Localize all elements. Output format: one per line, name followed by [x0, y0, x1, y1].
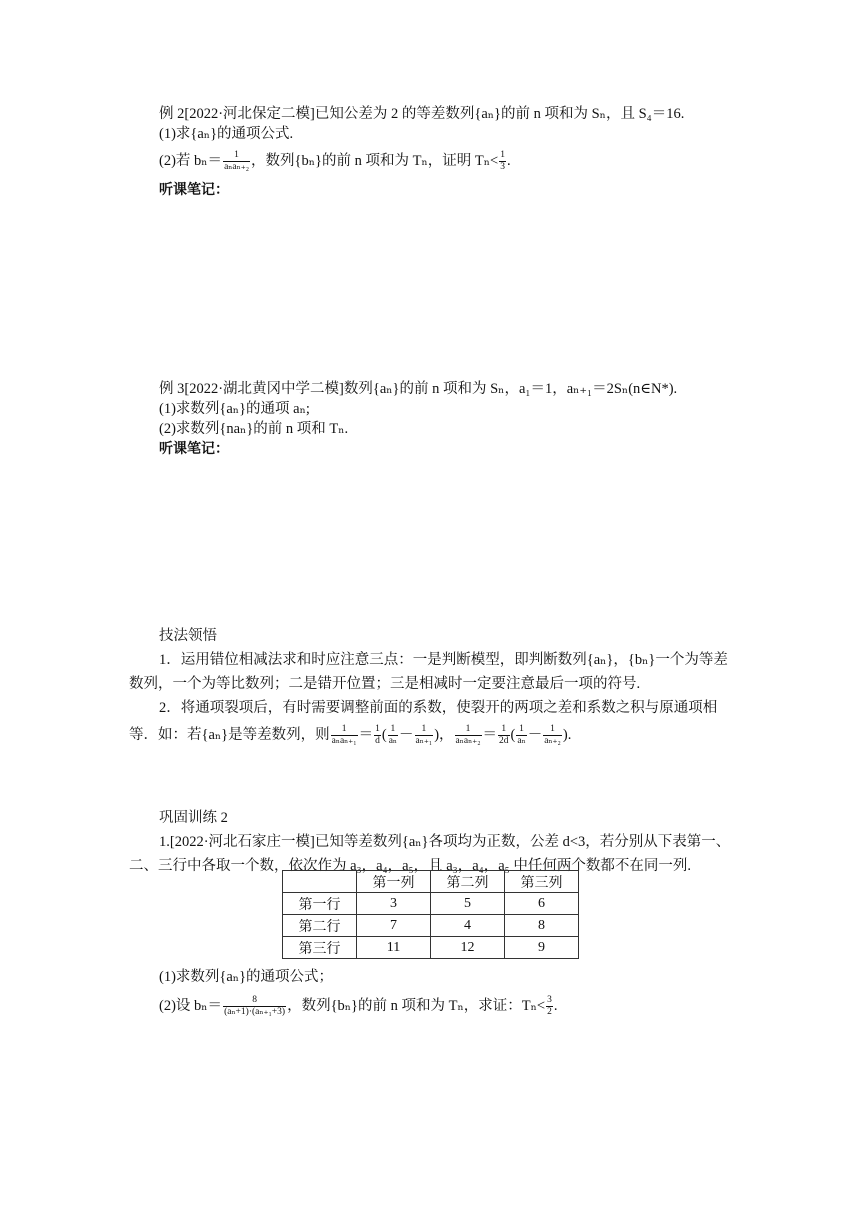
fraction: $\frac{8}{\text{(aₙ+1)·(aₙ₊₁+3)}}$	[224, 994, 286, 1018]
example-2	[159, 104, 739, 200]
technique-formula-line: 等．如：若{aₙ}是等差数列，则 $\frac{1}{\text{aₙaₙ₊₁}}$ ＝ $\frac{1}{d}$ ( $\frac{1}{\text{aₙ}}$ － $\frac{1}{\text{aₙ₊₁}}$ )， $\frac{1}{\text{aₙaₙ₊₂}}$ ＝ $\frac{1}{2d}$ ( $\frac{1}{\text{aₙ}}$ － $\frac{1}{\text{aₙ₊₂}}$ ).	[129, 723, 572, 747]
fraction: $\frac{1}{\text{aₙaₙ₊₂}}$	[455, 723, 481, 747]
practice-section	[129, 806, 739, 878]
lecture-notes-label: 听课笔记：	[159, 182, 229, 198]
selection-table	[282, 870, 579, 959]
table-cell: 3	[357, 893, 431, 915]
fraction: $\frac{1}{\text{aₙ₊₁}}$	[415, 723, 433, 747]
table-header-row	[283, 871, 579, 893]
practice-title: 巩固训练 2	[159, 810, 228, 826]
technique-point-2: 2．将通项裂项后，有时需要调整前面的系数，使裂开的两项之差和系数之积与原通项相	[159, 700, 718, 716]
practice-question-1: (1)求数列{aₙ}的通项公式；	[159, 969, 334, 985]
example-2-question-1: (1)求{aₙ}的通项公式.	[159, 126, 294, 142]
table-row	[283, 915, 579, 937]
technique-title: 技法领悟	[159, 628, 217, 644]
table-cell	[283, 871, 357, 893]
table-row-label: 第三行	[283, 937, 357, 959]
table-row-label: 第二行	[283, 915, 357, 937]
fraction: $\frac{1}{3}$	[500, 149, 505, 173]
fraction: $\frac{1}{\text{aₙaₙ₊₂}}$	[224, 149, 250, 173]
fraction: $\frac{1}{d}$	[375, 723, 380, 747]
table-row	[283, 893, 579, 915]
fraction: $\frac{3}{2}$	[547, 994, 552, 1018]
table-cell: 5	[431, 893, 505, 915]
table-cell: 7	[357, 915, 431, 937]
table-header-cell: 第三列	[505, 871, 579, 893]
table-cell: 6	[505, 893, 579, 915]
table-cell: 4	[431, 915, 505, 937]
practice-problem-1: 1.[2022·河北石家庄一模]已知等差数列{aₙ}各项均为正数，公差 d<3，若分别从下表第一、二、三行中各取一个数，依次作为 a₃，a₄，a₅，且 a₃，a₄，a₅ 中任何两个数都不在同一列.	[129, 834, 731, 874]
table-row	[283, 937, 579, 959]
example-3-question-1: (1)求数列{aₙ}的通项 aₙ;	[159, 401, 310, 417]
fraction: $\frac{1}{\text{aₙ₊₂}}$	[544, 723, 561, 747]
example-2-question-2: (2)若 bₙ＝ $\frac{1}{\text{aₙaₙ₊₂}}$ ，数列{bₙ}的前 n 项和为 Tₙ，证明 Tₙ< $\frac{1}{3}$ .	[159, 149, 511, 173]
fraction: $\frac{1}{\text{aₙaₙ₊₁}}$	[331, 723, 357, 747]
lecture-notes-label: 听课笔记：	[159, 441, 229, 457]
example-2-statement: 例 2[2022·河北保定二模]已知公差为 2 的等差数列{aₙ}的前 n 项和为 Sₙ，且 S₄＝16.	[159, 106, 685, 122]
technique-point-1: 1．运用错位相减法求和时应注意三点：一是判断模型，即判断数列{aₙ}，{bₙ}一个为等差数列，一个为等比数列；二是错开位置；三是相减时一定要注意最后一项的符号.	[129, 652, 728, 692]
practice-questions	[159, 967, 739, 1019]
table-row-label: 第一行	[283, 893, 357, 915]
example-3	[159, 379, 739, 459]
fraction: $\frac{1}{\text{aₙ}}$	[388, 723, 398, 747]
table-header-cell: 第二列	[431, 871, 505, 893]
table-cell: 9	[505, 937, 579, 959]
fraction: $\frac{1}{\text{aₙ}}$	[517, 723, 526, 747]
table-cell: 8	[505, 915, 579, 937]
fraction: $\frac{1}{2d}$	[499, 723, 509, 747]
practice-question-2: (2)设 bₙ＝ $\frac{8}{\text{(aₙ+1)·(aₙ₊₁+3)}}$ ，数列{bₙ}的前 n 项和为 Tₙ，求证：Tₙ< $\frac{3}{2}$ .	[159, 994, 558, 1018]
table-cell: 11	[357, 937, 431, 959]
table-cell: 12	[431, 937, 505, 959]
technique-section	[129, 624, 739, 750]
example-3-question-2: (2)求数列{naₙ}的前 n 项和 Tₙ.	[159, 421, 349, 437]
table-header-cell: 第一列	[357, 871, 431, 893]
example-3-statement: 例 3[2022·湖北黄冈中学二模]数列{aₙ}的前 n 项和为 Sₙ，a₁＝1，aₙ₊₁＝2Sₙ(n∈N*).	[159, 381, 678, 397]
